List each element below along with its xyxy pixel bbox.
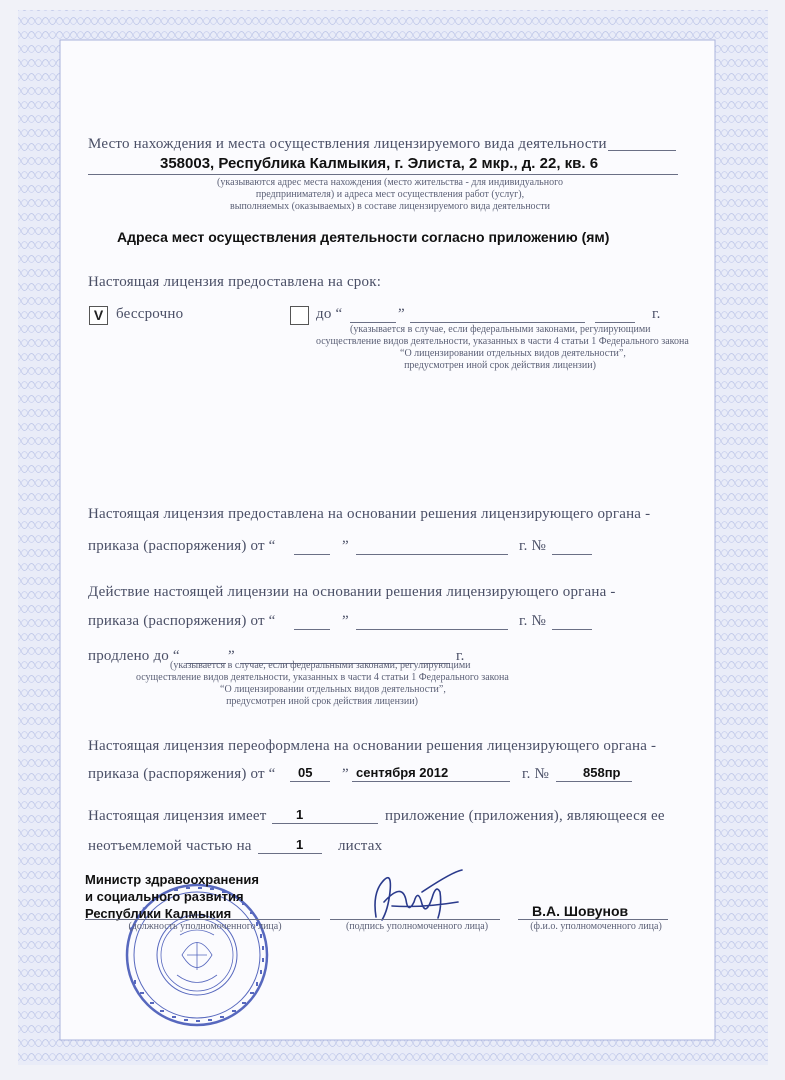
term-hint-1: (указывается в случае, если федеральными законами, регулирующими — [350, 324, 651, 335]
position-line-2: и социального развития — [85, 889, 244, 904]
reissued-number-line — [556, 781, 632, 782]
location-hint-1: (указываются адрес места нахождения (место жительства - для индивидуального — [217, 177, 563, 188]
reissued-month-year: сентября 2012 — [356, 765, 449, 780]
until-mid: ” — [398, 306, 405, 322]
until-checkbox[interactable] — [290, 306, 309, 325]
appendix-prefix: Настоящая лицензия имеет — [88, 808, 267, 824]
extended-order-prefix: приказа (распоряжения) от “ — [88, 613, 276, 629]
granted-order-prefix: приказа (распоряжения) от “ — [88, 538, 276, 554]
extended-hint-4: предусмотрен иной срок действия лицензии) — [226, 696, 418, 707]
reissued-date-line — [352, 781, 510, 782]
signer-name: В.А. Шовунов — [532, 903, 629, 919]
term-heading: Настоящая лицензия предоставлена на срок: — [88, 274, 382, 290]
term-hint-4: предусмотрен иной срок действия лицензии) — [404, 360, 596, 371]
position-line — [85, 919, 320, 920]
until-month-line — [410, 322, 585, 323]
extended-until-mid: ” — [228, 648, 235, 664]
location-heading-line — [608, 150, 676, 151]
appendix-sheets-prefix: неотъемлемой частью на — [88, 838, 252, 854]
appendix-count: 1 — [296, 807, 304, 822]
extended-hint-2: осуществление видов деятельности, указанных в части 4 статьи 1 Федерального закона — [136, 672, 509, 683]
extended-year-suffix: г. — [456, 648, 465, 664]
extended-number-line — [552, 629, 592, 630]
location-address: 358003, Республика Калмыкия, г. Элиста, 2 мкр., д. 22, кв. 6 — [160, 155, 599, 172]
location-hint-2: предпринимателя) и адреса мест осуществления работ (услуг), — [255, 189, 525, 200]
extended-order-mid: ” — [342, 613, 349, 629]
until-year-line — [595, 322, 635, 323]
reissued-line: Настоящая лицензия переоформлена на основании решения лицензирующего органа - — [88, 738, 657, 754]
unlimited-checkbox[interactable]: V — [89, 306, 108, 325]
extended-order-no: г. № — [519, 613, 547, 629]
granted-line: Настоящая лицензия предоставлена на основании решения лицензирующего органа - — [88, 506, 651, 522]
reissued-day-line — [290, 781, 330, 782]
location-address-line — [88, 174, 678, 175]
extended-day-line — [294, 629, 330, 630]
signer-name-hint: (ф.и.о. уполномоченного лица) — [530, 921, 662, 932]
signature-hint: (подпись уполномоченного лица) — [345, 921, 489, 932]
extended-until-prefix: продлено до “ — [88, 648, 180, 664]
location-hint-3: выполняемых (оказываемых) в составе лицензируемого вида деятельности — [230, 201, 550, 212]
extended-line: Действие настоящей лицензии на основании решения лицензирующего органа - — [88, 584, 616, 600]
appendix-sheets: 1 — [296, 837, 304, 852]
reissued-day: 05 — [298, 765, 313, 780]
granted-date-line — [356, 554, 508, 555]
reissued-order-no: 858пр — [583, 765, 621, 780]
until-year-suffix: г. — [652, 306, 661, 322]
unlimited-label: бессрочно — [116, 306, 184, 322]
reissued-order-prefix: приказа (распоряжения) от “ — [88, 766, 276, 782]
until-day-line — [350, 322, 396, 323]
reissued-order-mid: ” — [342, 766, 349, 782]
appendix-sheets-line — [258, 853, 322, 854]
extended-hint-3: “О лицензировании отдельных видов деятельности”, — [220, 684, 446, 695]
position-hint: (должность уполномоченного лица) — [128, 921, 282, 932]
extended-hint-1: (указывается в случае, если федеральными законами, регулирующими — [170, 660, 471, 671]
extended-date-line — [356, 629, 508, 630]
position-line-3: Республики Калмыкия — [85, 906, 232, 921]
granted-number-line — [552, 554, 592, 555]
position-line-1: Министр здравоохранения — [85, 872, 259, 887]
addresses-note: Адреса мест осуществления деятельности согласно приложению (ям) — [117, 229, 610, 245]
reissued-order-no-label: г. № — [522, 766, 550, 782]
term-hint-3: “О лицензировании отдельных видов деятельности”, — [400, 348, 626, 359]
granted-order-mid: ” — [342, 538, 349, 554]
signature-line — [330, 919, 500, 920]
granted-day-line — [294, 554, 330, 555]
term-hint-2: осуществление видов деятельности, указанных в части 4 статьи 1 Федерального закона — [316, 336, 689, 347]
appendix-count-line — [272, 823, 378, 824]
signer-name-line — [518, 919, 668, 920]
appendix-suffix: приложение (приложения), являющееся ее — [385, 808, 665, 824]
until-prefix: до “ — [316, 306, 343, 322]
appendix-sheets-suffix: листах — [338, 838, 383, 854]
location-heading: Место нахождения и места осуществления лицензируемого вида деятельности — [88, 136, 607, 152]
granted-order-no: г. № — [519, 538, 547, 554]
